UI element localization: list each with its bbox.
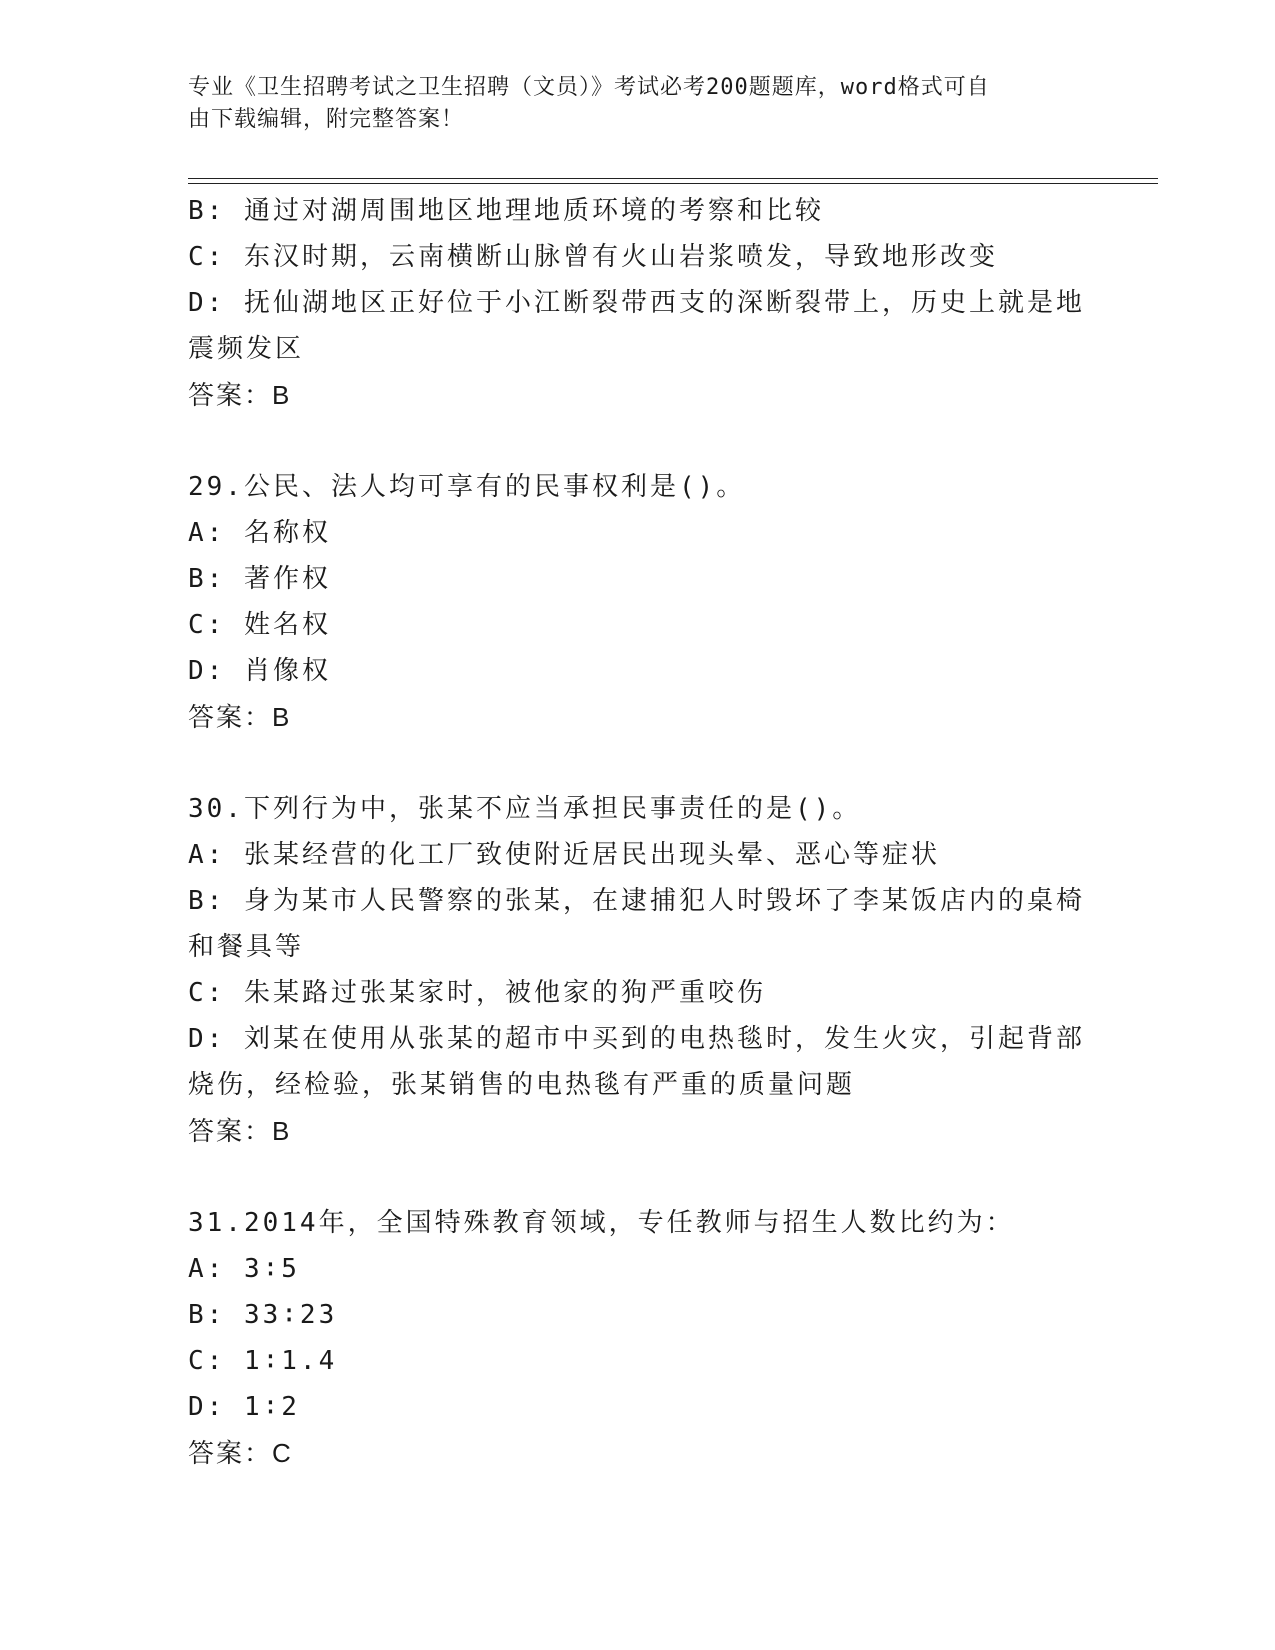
question-list bbox=[188, 188, 1088, 1476]
question-31 bbox=[188, 1200, 1088, 1476]
question-stem: 31.2014年，全国特殊教育领域，专任教师与招生人数比约为： bbox=[188, 1208, 1015, 1238]
option-a: A: 名称权 bbox=[188, 518, 331, 548]
answer: 答案：B bbox=[188, 1116, 292, 1146]
document-header bbox=[188, 72, 1088, 136]
spacer bbox=[188, 740, 1088, 786]
header-line-1: 专业《卫生招聘考试之卫生招聘（文员）》考试必考200题题库，word格式可自 bbox=[188, 75, 990, 100]
option-d-line-2: 烧伤，经检验，张某销售的电热毯有严重的质量问题 bbox=[188, 1070, 856, 1100]
answer: 答案：B bbox=[188, 702, 292, 732]
option-b: B: 通过对湖周围地区地理地质环境的考察和比较 bbox=[188, 196, 824, 226]
answer: 答案：C bbox=[188, 1438, 293, 1468]
header-divider-bottom bbox=[188, 183, 1158, 184]
header-line-2: 由下载编辑，附完整答案！ bbox=[188, 107, 465, 132]
question-stem: 29.公民、法人均可享有的民事权利是()。 bbox=[188, 472, 746, 502]
option-d: D: 肖像权 bbox=[188, 656, 331, 686]
spacer bbox=[188, 418, 1088, 464]
option-c: C: 姓名权 bbox=[188, 610, 331, 640]
option-a: A: 张某经营的化工厂致使附近居民出现头晕、恶心等症状 bbox=[188, 840, 940, 870]
option-c: C: 朱某路过张某家时，被他家的狗严重咬伤 bbox=[188, 978, 766, 1008]
option-a: A: 3∶5 bbox=[188, 1254, 300, 1284]
question-28-tail bbox=[188, 188, 1088, 418]
spacer bbox=[188, 1154, 1088, 1200]
answer: 答案：B bbox=[188, 380, 292, 410]
option-c: C: 1∶1.4 bbox=[188, 1346, 338, 1376]
option-b: B: 著作权 bbox=[188, 564, 331, 594]
question-stem: 30.下列行为中，张某不应当承担民事责任的是()。 bbox=[188, 794, 862, 824]
header-divider-top bbox=[188, 178, 1158, 179]
question-29 bbox=[188, 464, 1088, 740]
question-30 bbox=[188, 786, 1088, 1154]
option-d-line-1: D: 刘某在使用从张某的超市中买到的电热毯时，发生火灾，引起背部 bbox=[188, 1024, 1085, 1054]
option-b: B: 33∶23 bbox=[188, 1300, 338, 1330]
option-d-line-1: D: 抚仙湖地区正好位于小江断裂带西支的深断裂带上，历史上就是地 bbox=[188, 288, 1085, 318]
option-d: D: 1∶2 bbox=[188, 1392, 300, 1422]
option-c: C: 东汉时期，云南横断山脉曾有火山岩浆喷发，导致地形改变 bbox=[188, 242, 998, 272]
option-b-line-2: 和餐具等 bbox=[188, 932, 305, 962]
option-d-line-2: 震频发区 bbox=[188, 334, 305, 364]
option-b-line-1: B: 身为某市人民警察的张某，在逮捕犯人时毁坏了李某饭店内的桌椅 bbox=[188, 886, 1085, 916]
